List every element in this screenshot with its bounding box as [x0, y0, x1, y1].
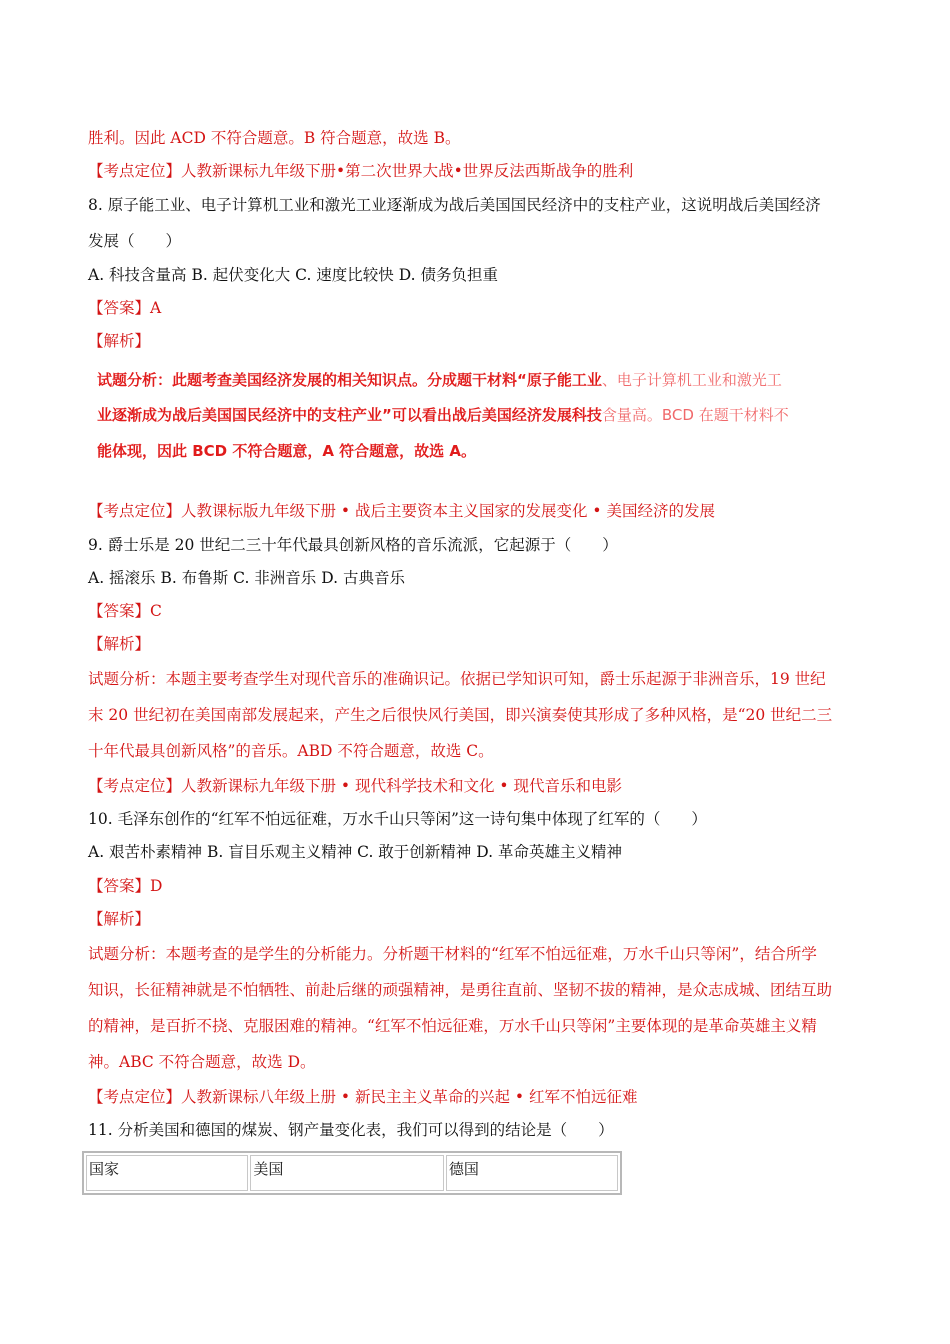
q9-analysis-line2: 末 20 世纪初在美国南部发展起来，产生之后很快风行美国，即兴演奏使其形成了多种风格，是“20 世纪二三 [88, 706, 833, 724]
q10-options: A. 艰苦朴素精神 B. 盲目乐观主义精神 C. 敢于创新精神 D. 革命英雄主义精神 [88, 843, 622, 861]
table-header-row [86, 1155, 618, 1191]
q8-answer: 【答案】A [88, 299, 162, 317]
q8-analysis-label: 【解析】 [88, 332, 151, 350]
q10-analysis-label: 【解析】 [88, 910, 151, 928]
q8-options: A. 科技含量高 B. 起伏变化大 C. 速度比较快 D. 债务负担重 [88, 266, 498, 284]
q9-topic-location: 【考点定位】人教新课标九年级下册 • 现代科学技术和文化 • 现代音乐和电影 [88, 777, 622, 795]
q8-img-line2: 业逐渐成为战后美国国民经济中的支柱产业”可以看出战后美国经济发展科技 [97, 406, 602, 424]
q10-answer: 【答案】D [88, 877, 163, 895]
q8-stem-cont: 发展（ ） [88, 232, 182, 250]
q10-analysis-line1: 试题分析：本题考查的是学生的分析能力。分析题干材料的“红军不怕远征难，万水千山只等闲”，结合所学 [88, 945, 817, 963]
q8-img-line1-tail: 、电子计算机工业和激光工 [601, 371, 782, 389]
table-header-usa: 美国 [250, 1155, 444, 1191]
q8-img-line1: 试题分析：此题考查美国经济发展的相关知识点。分成题干材料“原子能工业 [97, 371, 602, 389]
table-header-germany: 德国 [446, 1155, 618, 1191]
q9-answer: 【答案】C [88, 602, 162, 620]
q10-analysis-line2: 知识，长征精神就是不怕牺牲、前赴后继的顽强精神，是勇往直前、坚韧不拔的精神，是众志成城、团结互助 [88, 981, 833, 999]
q10-topic-location: 【考点定位】人教新课标八年级上册 • 新民主主义革命的兴起 • 红军不怕远征难 [88, 1088, 638, 1106]
q10-stem: 10. 毛泽东创作的“红军不怕远征难，万水千山只等闲”这一诗句集中体现了红军的（ ） [88, 810, 707, 828]
q9-analysis-line1: 试题分析：本题主要考查学生对现代音乐的准确识记。依据已学知识可知，爵士乐起源于非洲音乐，19 世纪 [88, 670, 826, 688]
q8-analysis-image [97, 368, 857, 468]
q9-options: A. 摇滚乐 B. 布鲁斯 C. 非洲音乐 D. 古典音乐 [88, 569, 405, 587]
q8-img-line3: 能体现，因此 BCD 不符合题意，A 符合题意，故选 A。 [97, 442, 477, 460]
q9-analysis-label: 【解析】 [88, 635, 151, 653]
q8-img-line2-tail: 含量高。BCD 在题干材料不 [601, 406, 789, 424]
q9-stem: 9. 爵士乐是 20 世纪二三十年代最具创新风格的音乐流派，它起源于（ ） [88, 536, 618, 554]
table-header-country: 国家 [86, 1155, 248, 1191]
q8-topic-location: 【考点定位】人教课标版九年级下册 • 战后主要资本主义国家的发展变化 • 美国经济的发展 [88, 502, 715, 520]
q7-topic-location: 【考点定位】人教新课标九年级下册•第二次世界大战•世界反法西斯战争的胜利 [88, 162, 634, 180]
q10-analysis-line3: 的精神，是百折不挠、克服困难的精神。“红军不怕远征难，万水千山只等闲”主要体现的是革命英雄主义精 [88, 1017, 817, 1035]
q10-analysis-line4: 神。ABC 不符合题意，故选 D。 [88, 1053, 316, 1071]
q11-stem: 11. 分析美国和德国的煤炭、钢产量变化表，我们可以得到的结论是（ ） [88, 1121, 614, 1139]
q7-explanation-end: 胜利。因此 ACD 不符合题意。B 符合题意，故选 B。 [88, 129, 461, 147]
production-table [82, 1151, 622, 1195]
q9-analysis-line3: 十年代最具创新风格”的音乐。ABD 不符合题意，故选 C。 [88, 742, 494, 760]
q8-stem: 8. 原子能工业、电子计算机工业和激光工业逐渐成为战后美国国民经济中的支柱产业，这说明战后美国经济 [88, 196, 821, 214]
